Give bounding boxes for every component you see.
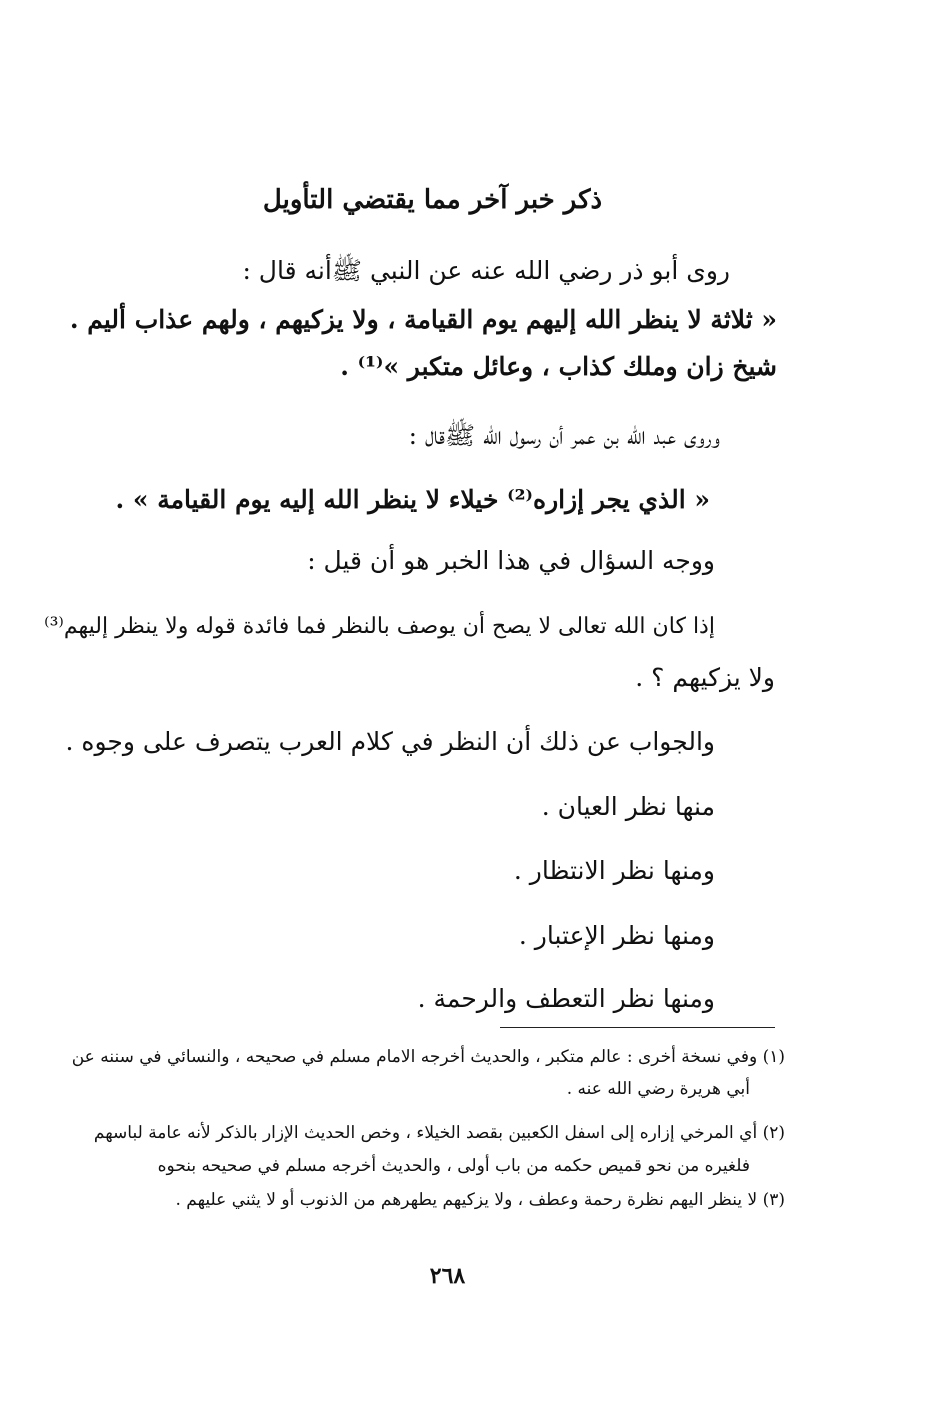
section-heading: ذكر خبر آخر مما يقتضي التأويل (262, 185, 603, 215)
paragraph-question-intro: ووجه السؤال في هذا الخبر هو أن قيل : (307, 546, 715, 575)
footnote-3-line-1: (٣) لا ينظر اليهم نظرة رحمة وعطف ، ولا يزكيهم يطهرهم من الذنوب أو لا يثني عليهم . (175, 1190, 785, 1210)
footnote-2-line-1: (٢) أي المرخي إزاره إلى اسفل الكعبين بقصد الخيلاء ، وخص الحديث الإزار بالذكر لأنه عامة لباسهم (93, 1123, 785, 1143)
hadith-2: « الذي يجر إزاره⁽²⁾ خيلاء لا ينظر الله إليه يوم القيامة » . (115, 485, 710, 514)
paragraph-ibn-umar-intro: وروى عبد الله بن عمر أن رسول الله ﷺقال : (408, 421, 720, 450)
footnote-divider (500, 1027, 775, 1028)
paragraph-question-line-1: إذا كان الله تعالى لا يصح أن يوصف بالنظر فما فائدة قوله ولا ينظر إليهم⁽³⁾ (44, 614, 715, 639)
paragraph-abu-dharr-intro: روى أبو ذر رضي الله عنه عن النبي ﷺأنه قال : (242, 256, 730, 285)
paragraph-question-line-2: ولا يزكيهم ؟ . (635, 663, 775, 692)
hadith-1-line-2: شيخ زان وملك كذاب ، وعائل متكبر »⁽¹⁾ . (340, 352, 777, 381)
list-item: منها نظر العيان . (541, 792, 715, 821)
list-item: ومنها نظر التعطف والرحمة . (417, 984, 715, 1013)
paragraph-answer: والجواب عن ذلك أن النظر في كلام العرب يتصرف على وجوه . (65, 727, 715, 756)
page-number: ٢٦٨ (429, 1263, 466, 1289)
list-item: ومنها نظر الإعتبار . (518, 921, 715, 950)
footnote-2-line-2: فلغيره من نحو قميص حكمه من باب أولى ، والحديث أخرجه مسلم في صحيحه بنحوه (157, 1156, 750, 1176)
footnote-1-line-2: أبي هريرة رضي الله عنه . (566, 1079, 750, 1099)
hadith-1-line-1: « ثلاثة لا ينظر الله إليهم يوم القيامة ، ولا يزكيهم ، ولهم عذاب أليم . (69, 305, 777, 334)
footnote-1-line-1: (١) وفي نسخة أخرى : عالم متكبر ، والحديث أخرجه الامام مسلم في صحيحه ، والنسائي في سننه عن (71, 1047, 785, 1067)
list-item: ومنها نظر الانتظار . (513, 856, 715, 885)
